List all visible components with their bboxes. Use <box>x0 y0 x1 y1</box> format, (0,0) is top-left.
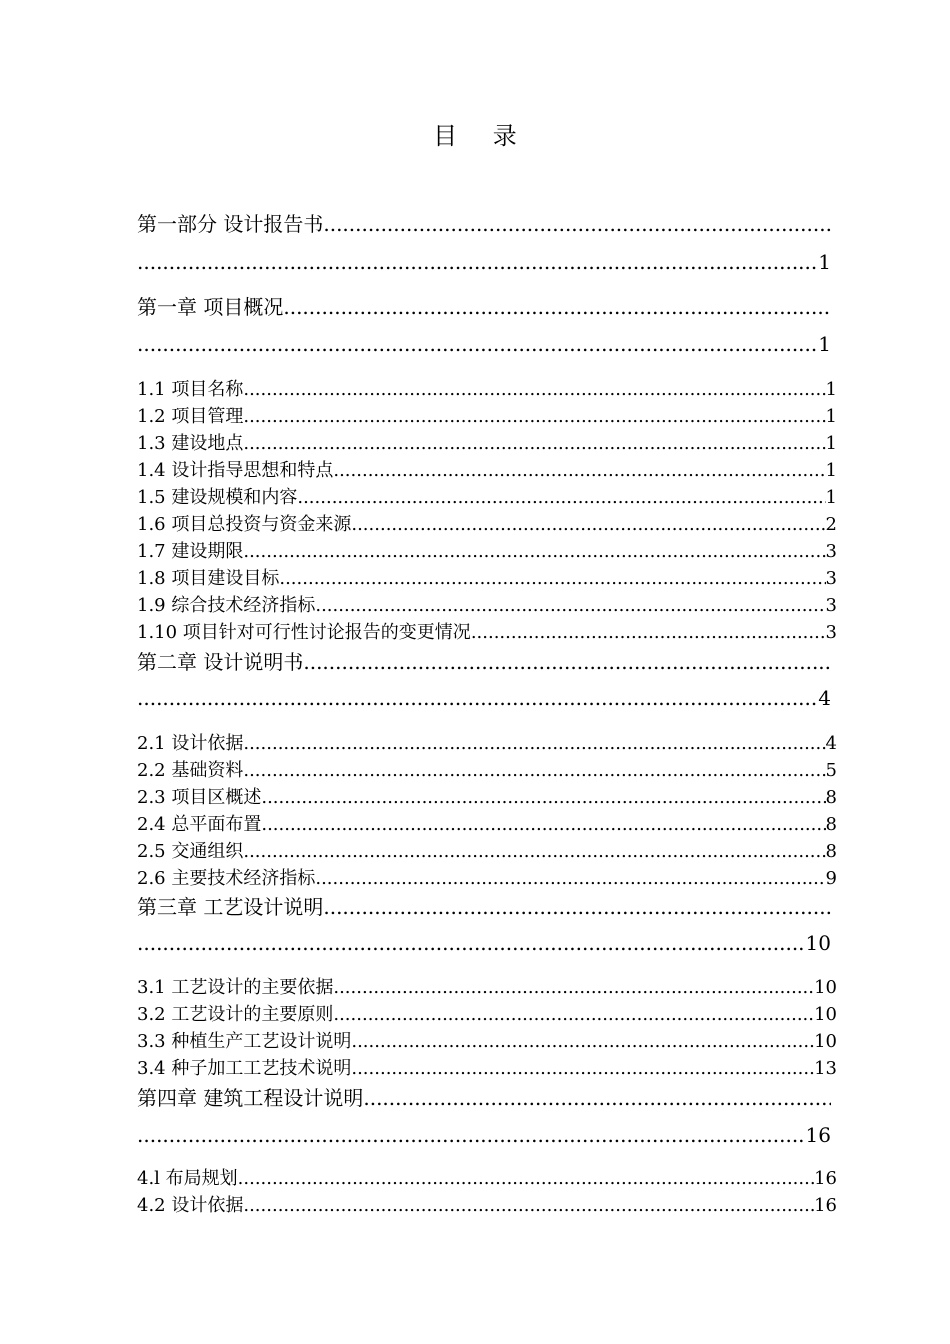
toc-entry-page: 16 <box>805 1123 831 1147</box>
toc-entry-page: 2 <box>825 514 837 535</box>
leader-dots <box>351 514 825 535</box>
toc-entry-page: 3 <box>825 622 837 643</box>
toc-entry-label: 3.2 工艺设计的主要原则 <box>137 1004 334 1025</box>
leader-dots <box>243 733 825 754</box>
leader-dots <box>351 1058 814 1079</box>
toc-entry-label: 1.4 设计指导思想和特点 <box>137 460 334 481</box>
toc-entry-label: 1.3 建设地点 <box>137 433 244 454</box>
toc-entry[interactable] <box>137 1082 831 1112</box>
leader-dots <box>137 931 806 955</box>
toc-entry[interactable] <box>137 1000 837 1026</box>
toc-entry[interactable] <box>137 756 837 782</box>
toc-entry-page: 10 <box>805 931 831 955</box>
leader-dots <box>243 406 825 427</box>
toc-entry-label: 1.9 综合技术经济指标 <box>137 595 316 616</box>
toc-entry-page: 4 <box>818 686 831 710</box>
toc-entry-label: 2.5 交通组织 <box>137 841 244 862</box>
leader-dots <box>279 568 825 589</box>
leader-dots <box>261 814 825 835</box>
leader-dots <box>243 433 825 454</box>
leader-dots <box>238 1168 814 1189</box>
toc-entry[interactable] <box>137 973 837 999</box>
leader-dots <box>333 1004 814 1025</box>
toc-entry-label: 4.2 设计依据 <box>137 1195 244 1216</box>
leader-dots <box>297 487 825 508</box>
leader-dots <box>323 895 831 919</box>
toc-entry-label: 2.1 设计依据 <box>137 733 244 754</box>
toc-entry[interactable] <box>137 375 837 401</box>
toc-entry[interactable] <box>137 291 831 321</box>
toc-entry[interactable] <box>137 783 837 809</box>
toc-entry-page: 10 <box>814 1031 837 1052</box>
toc-entry-page: 3 <box>825 568 837 589</box>
toc-entry-page: 3 <box>825 595 837 616</box>
toc-entry[interactable] <box>137 646 831 676</box>
leader-dots <box>333 460 825 481</box>
toc-entry-label: 第三章 工艺设计说明 <box>137 895 324 919</box>
toc-entry[interactable] <box>137 402 837 428</box>
toc-entry-page: 10 <box>814 1004 837 1025</box>
toc-entry-page: 1 <box>825 379 837 400</box>
toc-entry[interactable] <box>137 686 831 716</box>
leader-dots <box>137 686 818 710</box>
toc-entry-label: 1.6 项目总投资与资金来源 <box>137 514 352 535</box>
leader-dots <box>333 977 814 998</box>
toc-entry[interactable] <box>137 837 837 863</box>
leader-dots <box>261 787 825 808</box>
toc-entry[interactable] <box>137 332 831 362</box>
leader-dots <box>243 760 825 781</box>
toc-entry[interactable] <box>137 729 837 755</box>
toc-entry-label: 第一部分 设计报告书 <box>137 212 324 236</box>
toc-entry-page: 4 <box>825 733 837 754</box>
toc-entry-label: 1.5 建设规模和内容 <box>137 487 298 508</box>
toc-entry-label: 2.3 项目区概述 <box>137 787 262 808</box>
toc-entry-label: 1.1 项目名称 <box>137 379 244 400</box>
toc-entry[interactable] <box>137 510 837 536</box>
toc-entry-label: 第二章 设计说明书 <box>137 650 304 674</box>
toc-entry-label: 2.6 主要技术经济指标 <box>137 868 316 889</box>
leader-dots <box>243 841 825 862</box>
toc-entry-label: 1.7 建设期限 <box>137 541 244 562</box>
toc-entry[interactable] <box>137 208 831 238</box>
toc-entry[interactable] <box>137 1027 837 1053</box>
toc-entry[interactable] <box>137 1123 831 1153</box>
toc-entry[interactable] <box>137 1164 837 1190</box>
leader-dots <box>243 1195 814 1216</box>
toc-entry-page: 10 <box>814 977 837 998</box>
toc-entry-page: 1 <box>825 433 837 454</box>
toc-entry-label: 第四章 建筑工程设计说明 <box>137 1086 364 1110</box>
toc-entry-page: 1 <box>825 460 837 481</box>
toc-entry[interactable] <box>137 618 837 644</box>
toc-entry[interactable] <box>137 564 837 590</box>
leader-dots <box>323 212 831 236</box>
toc-entry-page: 16 <box>814 1195 837 1216</box>
toc-entry[interactable] <box>137 1054 837 1080</box>
leader-dots <box>351 1031 814 1052</box>
toc-entry-label: 3.4 种子加工工艺技术说明 <box>137 1058 352 1079</box>
toc-entry[interactable] <box>137 483 837 509</box>
leader-dots <box>363 1086 831 1110</box>
toc-entry-label: 4.l 布局规划 <box>137 1168 238 1189</box>
toc-entry-page: 5 <box>825 760 837 781</box>
toc-entry[interactable] <box>137 537 837 563</box>
toc-entry-label: 3.1 工艺设计的主要依据 <box>137 977 334 998</box>
toc-title: 目 录 <box>433 122 531 150</box>
toc-entry-page: 13 <box>814 1058 837 1079</box>
toc-entry[interactable] <box>137 250 831 280</box>
toc-entry-page: 1 <box>825 406 837 427</box>
leader-dots <box>283 295 831 319</box>
leader-dots <box>137 250 818 274</box>
toc-entry-page: 1 <box>825 487 837 508</box>
toc-entry-label: 3.3 种植生产工艺设计说明 <box>137 1031 352 1052</box>
toc-entry-page: 9 <box>825 868 837 889</box>
toc-entry-page: 1 <box>818 332 831 356</box>
toc-entry-page: 8 <box>825 787 837 808</box>
leader-dots <box>243 379 825 400</box>
toc-entry[interactable] <box>137 591 837 617</box>
toc-entry-label: 1.2 项目管理 <box>137 406 244 427</box>
toc-entry[interactable] <box>137 931 831 961</box>
toc-entry[interactable] <box>137 429 837 455</box>
toc-entry-label: 2.2 基础资料 <box>137 760 244 781</box>
toc-entry-label: 1.8 项目建设目标 <box>137 568 280 589</box>
toc-entry-label: 1.10 项目针对可行性讨论报告的变更情况 <box>137 622 471 643</box>
toc-entry-page: 3 <box>825 541 837 562</box>
toc-entry-page: 16 <box>814 1168 837 1189</box>
leader-dots <box>137 1123 806 1147</box>
leader-dots <box>303 650 831 674</box>
leader-dots <box>243 541 825 562</box>
toc-entry[interactable] <box>137 810 837 836</box>
leader-dots <box>137 332 818 356</box>
toc-entry[interactable] <box>137 456 837 482</box>
toc-entry-label: 2.4 总平面布置 <box>137 814 262 835</box>
toc-entry-page: 8 <box>825 841 837 862</box>
toc-entry[interactable] <box>137 864 837 890</box>
leader-dots <box>471 622 826 643</box>
toc-entry-page: 8 <box>825 814 837 835</box>
toc-entry[interactable] <box>137 1191 837 1217</box>
toc-entry[interactable] <box>137 891 831 921</box>
leader-dots <box>315 595 825 616</box>
leader-dots <box>315 868 825 889</box>
toc-entry-label: 第一章 项目概况 <box>137 295 284 319</box>
toc-entry-page: 1 <box>818 250 831 274</box>
